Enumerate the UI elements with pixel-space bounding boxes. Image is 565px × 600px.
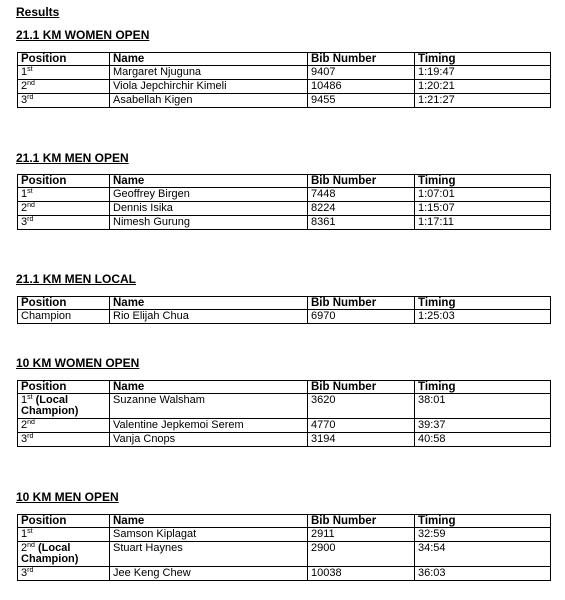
position-number: 2 xyxy=(21,542,28,554)
position-cell xyxy=(18,216,110,230)
bib-cell: 9455 xyxy=(308,94,415,108)
table-row xyxy=(18,188,551,202)
position-text: Champion xyxy=(21,310,72,322)
position-cell xyxy=(18,567,110,581)
position-number: 1 xyxy=(21,66,28,78)
bib-cell: 2900 xyxy=(308,542,415,567)
position-cell xyxy=(18,419,110,433)
timing-cell: 1:20:21 xyxy=(415,80,551,94)
page-title: Results xyxy=(16,5,60,19)
results-table xyxy=(17,514,551,581)
timing-cell: 40:58 xyxy=(415,433,551,447)
position-suffix: rd xyxy=(27,94,34,101)
position-header: Position xyxy=(18,515,110,528)
table-row xyxy=(18,80,551,94)
table-header-row xyxy=(18,515,551,528)
name-header: Name xyxy=(110,53,308,66)
position-note: (Local Champion) xyxy=(21,394,79,417)
timing-cell: 1:15:07 xyxy=(415,202,551,216)
position-cell xyxy=(18,310,110,324)
bib-cell: 9407 xyxy=(308,66,415,80)
position-suffix: rd xyxy=(27,433,34,440)
position-number: 2 xyxy=(21,80,28,92)
name-header: Name xyxy=(110,175,308,188)
position-suffix: nd xyxy=(27,202,35,209)
timing-cell: 1:07:01 xyxy=(415,188,551,202)
position-number: 3 xyxy=(21,433,28,445)
position-cell xyxy=(18,528,110,542)
position-cell xyxy=(18,394,110,419)
bib-header: Bib Number xyxy=(308,53,415,66)
position-header: Position xyxy=(18,175,110,188)
timing-cell: 1:25:03 xyxy=(415,310,551,324)
table-header-row xyxy=(18,381,551,394)
bib-cell: 3194 xyxy=(308,433,415,447)
position-suffix: nd xyxy=(27,542,35,549)
name-cell: Nimesh Gurung xyxy=(110,216,308,230)
position-suffix: nd xyxy=(27,80,35,87)
position-suffix: st xyxy=(27,394,33,401)
table-row xyxy=(18,94,551,108)
position-number: 3 xyxy=(21,216,28,228)
position-cell xyxy=(18,202,110,216)
bib-cell: 6970 xyxy=(308,310,415,324)
position-cell xyxy=(18,66,110,80)
bib-header: Bib Number xyxy=(308,381,415,394)
name-cell: Suzanne Walsham xyxy=(110,394,308,419)
timing-header: Timing xyxy=(415,297,551,310)
position-cell xyxy=(18,188,110,202)
table-header-row xyxy=(18,297,551,310)
position-number: 2 xyxy=(21,419,28,431)
position-cell xyxy=(18,433,110,447)
name-cell: Stuart Haynes xyxy=(110,542,308,567)
table-row xyxy=(18,419,551,433)
position-suffix: rd xyxy=(27,216,34,223)
timing-cell: 36:03 xyxy=(415,567,551,581)
name-cell: Viola Jepchirchir Kimeli xyxy=(110,80,308,94)
results-table xyxy=(17,52,551,108)
table-row xyxy=(18,542,551,567)
section-heading: 10 KM WOMEN OPEN xyxy=(16,356,140,370)
results-table xyxy=(17,174,551,230)
bib-header: Bib Number xyxy=(308,297,415,310)
position-header: Position xyxy=(18,297,110,310)
table-row xyxy=(18,216,551,230)
bib-cell: 8224 xyxy=(308,202,415,216)
position-suffix: st xyxy=(27,188,33,195)
table-row xyxy=(18,66,551,80)
name-cell: Samson Kiplagat xyxy=(110,528,308,542)
results-table xyxy=(17,380,551,447)
name-cell: Vanja Cnops xyxy=(110,433,308,447)
position-number: 1 xyxy=(21,528,28,540)
position-cell xyxy=(18,94,110,108)
table-row xyxy=(18,433,551,447)
bib-header: Bib Number xyxy=(308,175,415,188)
position-suffix: nd xyxy=(27,419,35,426)
name-header: Name xyxy=(110,297,308,310)
section-heading: 10 KM MEN OPEN xyxy=(16,490,119,504)
bib-cell: 4770 xyxy=(308,419,415,433)
position-number: 2 xyxy=(21,202,28,214)
timing-cell: 32:59 xyxy=(415,528,551,542)
table-header-row xyxy=(18,53,551,66)
table-row xyxy=(18,394,551,419)
bib-cell: 7448 xyxy=(308,188,415,202)
position-number: 3 xyxy=(21,94,28,106)
timing-cell: 34:54 xyxy=(415,542,551,567)
name-cell: Geoffrey Birgen xyxy=(110,188,308,202)
name-cell: Dennis Isika xyxy=(110,202,308,216)
name-header: Name xyxy=(110,381,308,394)
bib-cell: 10486 xyxy=(308,80,415,94)
section-heading: 21.1 KM MEN LOCAL xyxy=(16,272,137,286)
timing-cell: 38:01 xyxy=(415,394,551,419)
position-suffix: st xyxy=(27,66,33,73)
position-header: Position xyxy=(18,53,110,66)
timing-header: Timing xyxy=(415,381,551,394)
position-number: 1 xyxy=(21,394,28,406)
name-cell: Rio Elijah Chua xyxy=(110,310,308,324)
position-note: (Local Champion) xyxy=(21,542,79,565)
timing-cell: 1:21:27 xyxy=(415,94,551,108)
section-heading: 21.1 KM WOMEN OPEN xyxy=(16,28,150,42)
name-cell: Margaret Njuguna xyxy=(110,66,308,80)
position-cell xyxy=(18,542,110,567)
position-number: 1 xyxy=(21,188,28,200)
position-suffix: rd xyxy=(27,567,34,574)
position-suffix: st xyxy=(27,528,33,535)
timing-header: Timing xyxy=(415,175,551,188)
position-cell xyxy=(18,80,110,94)
bib-header: Bib Number xyxy=(308,515,415,528)
bib-cell: 2911 xyxy=(308,528,415,542)
timing-header: Timing xyxy=(415,515,551,528)
timing-cell: 39:37 xyxy=(415,419,551,433)
name-cell: Asabellah Kigen xyxy=(110,94,308,108)
table-header-row xyxy=(18,175,551,188)
name-cell: Valentine Jepkemoi Serem xyxy=(110,419,308,433)
table-row xyxy=(18,310,551,324)
table-row xyxy=(18,202,551,216)
position-number: 3 xyxy=(21,567,28,579)
results-table xyxy=(17,296,551,324)
bib-cell: 10038 xyxy=(308,567,415,581)
timing-header: Timing xyxy=(415,53,551,66)
timing-cell: 1:19:47 xyxy=(415,66,551,80)
section-heading: 21.1 KM MEN OPEN xyxy=(16,151,129,165)
bib-cell: 8361 xyxy=(308,216,415,230)
name-header: Name xyxy=(110,515,308,528)
table-row xyxy=(18,528,551,542)
table-row xyxy=(18,567,551,581)
bib-cell: 3620 xyxy=(308,394,415,419)
name-cell: Jee Keng Chew xyxy=(110,567,308,581)
timing-cell: 1:17:11 xyxy=(415,216,551,230)
position-header: Position xyxy=(18,381,110,394)
